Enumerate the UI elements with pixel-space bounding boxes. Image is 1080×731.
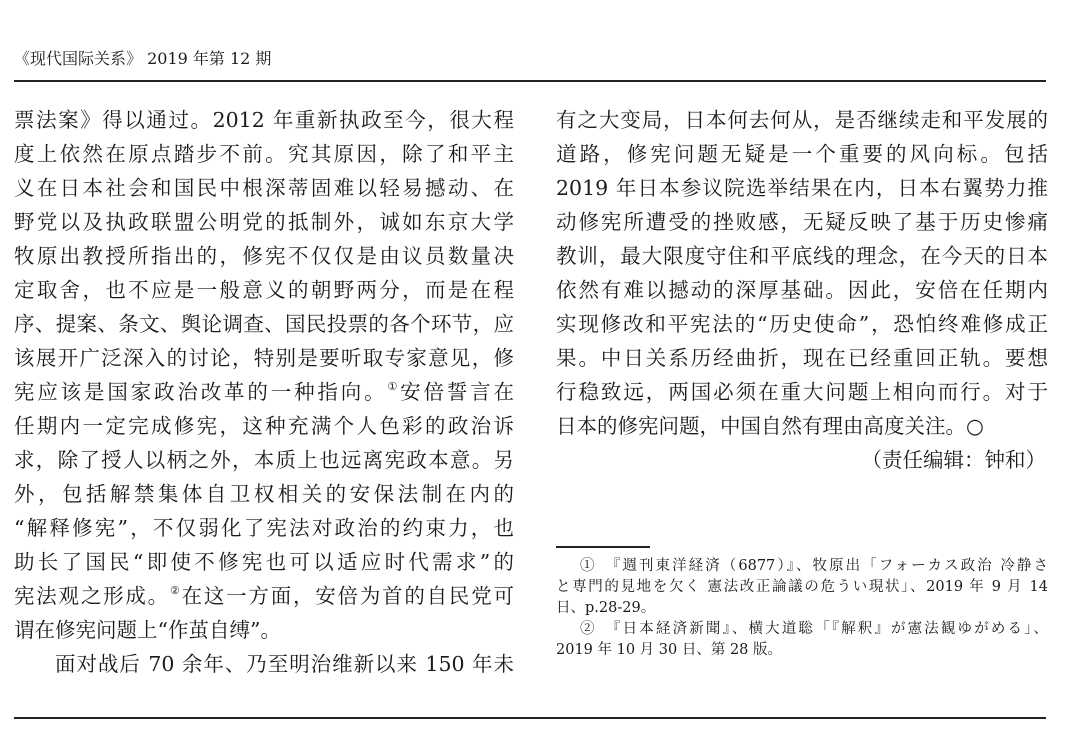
footnote-line: 2019 年 10 月 30 日、第 28 版。	[556, 642, 783, 658]
body-text: 宪应该是国家政治改革的一种指向。	[14, 380, 388, 404]
footnote-line: 日、p.28-29。	[556, 600, 656, 616]
body-line: 实现修改和平宪法的“历史使命”，恐怕终难修成正	[556, 312, 1048, 336]
footnote-line: ① 『週刊東洋経済（6877）』、牧原出「フォーカス政治 冷静さ	[580, 558, 1048, 574]
body-line: 度上依然在原点踏步不前。究其原因，除了和平主	[14, 142, 514, 166]
footnote-line: ② 『日本経済新聞』、横大道聡「『解釈』が憲法観ゆがめる」、	[580, 621, 1048, 637]
body-line: 野党以及执政联盟公明党的抵制外，诚如东京大学	[14, 210, 514, 234]
body-line: 果。中日关系历经曲折，现在已经重回正轨。要想	[556, 346, 1048, 370]
body-line: 教训，最大限度守住和平底线的理念，在今天的日本	[556, 244, 1048, 268]
body-line: 有之大变局，日本何去何从，是否继续走和平发展的	[556, 108, 1048, 132]
footnotes	[556, 556, 1048, 661]
body-line: 依然有难以撼动的深厚基础。因此，安倍在任期内	[556, 278, 1048, 302]
body-line: 定取舍，也不应是一般意义的朝野两分，而是在程	[14, 278, 514, 302]
body-line: 谓在修宪问题上“作茧自缚”。	[14, 618, 281, 642]
responsible-editor	[556, 443, 1048, 477]
body-line: 日本的修宪问题，中国自然有理由高度关注。○	[556, 414, 984, 438]
body-line: 义在日本社会和国民中根深蒂固难以轻易撼动、在	[14, 176, 514, 200]
body-line: 行稳致远，两国必须在重大问题上相向而行。对于	[556, 380, 1048, 404]
body-line: 序、提案、条文、舆论调查、国民投票的各个环节，应	[14, 312, 514, 336]
body-line: 该展开广泛深入的讨论，特别是要听取专家意见，修	[14, 346, 514, 370]
footnote-ref-1[interactable]: ①	[387, 380, 401, 393]
footnote-ref-2[interactable]: ②	[169, 584, 182, 597]
right-column	[556, 103, 1048, 477]
footnote-line: と専門的見地を欠く 憲法改正論議の危うい現状」、2019 年 9 月 14	[556, 579, 1048, 595]
body-line: 牧原出教授所指出的，修宪不仅仅是由议员数量决	[14, 244, 514, 268]
header-rule	[14, 80, 1046, 82]
body-line: 2019 年日本参议院选举结果在内，日本右翼势力推	[556, 176, 1048, 200]
body-text: 安倍誓言在	[400, 380, 514, 404]
body-line: 助长了国民“即使不修宪也可以适应时代需求”的	[14, 550, 514, 574]
body-text: 宪法观之形成。	[14, 584, 170, 608]
body-line: 票法案》得以通过。2012 年重新执政至今，很大程	[14, 108, 514, 132]
footer-rule	[14, 717, 1046, 719]
paragraph-start-line: 面对战后 70 余年、乃至明治维新以来 150 年未	[55, 652, 514, 676]
left-column	[14, 103, 514, 681]
body-line-with-footnote	[14, 579, 514, 613]
footnote-separator	[556, 546, 650, 548]
body-line: 求，除了授人以柄之外，本质上也远离宪政本意。另	[14, 448, 514, 472]
body-line: 外，包括解禁集体自卫权相关的安保法制在内的	[14, 482, 514, 506]
editor-credit: （责任编辑：钟和）	[861, 448, 1046, 472]
body-text: 在这一方面，安倍为首的自民党可	[181, 584, 514, 608]
body-line: 动修宪所遭受的挫败感，无疑反映了基于历史惨痛	[556, 210, 1048, 234]
body-line: 任期内一定完成修宪，这种充满个人色彩的政治诉	[14, 414, 514, 438]
running-header: 《现代国际关系》 2019 年第 12 期	[14, 49, 272, 68]
body-line: 道路，修宪问题无疑是一个重要的风向标。包括	[556, 142, 1048, 166]
body-line: “解释修宪”，不仅弱化了宪法对政治的约束力，也	[14, 516, 514, 540]
body-line-with-footnote	[14, 375, 514, 409]
